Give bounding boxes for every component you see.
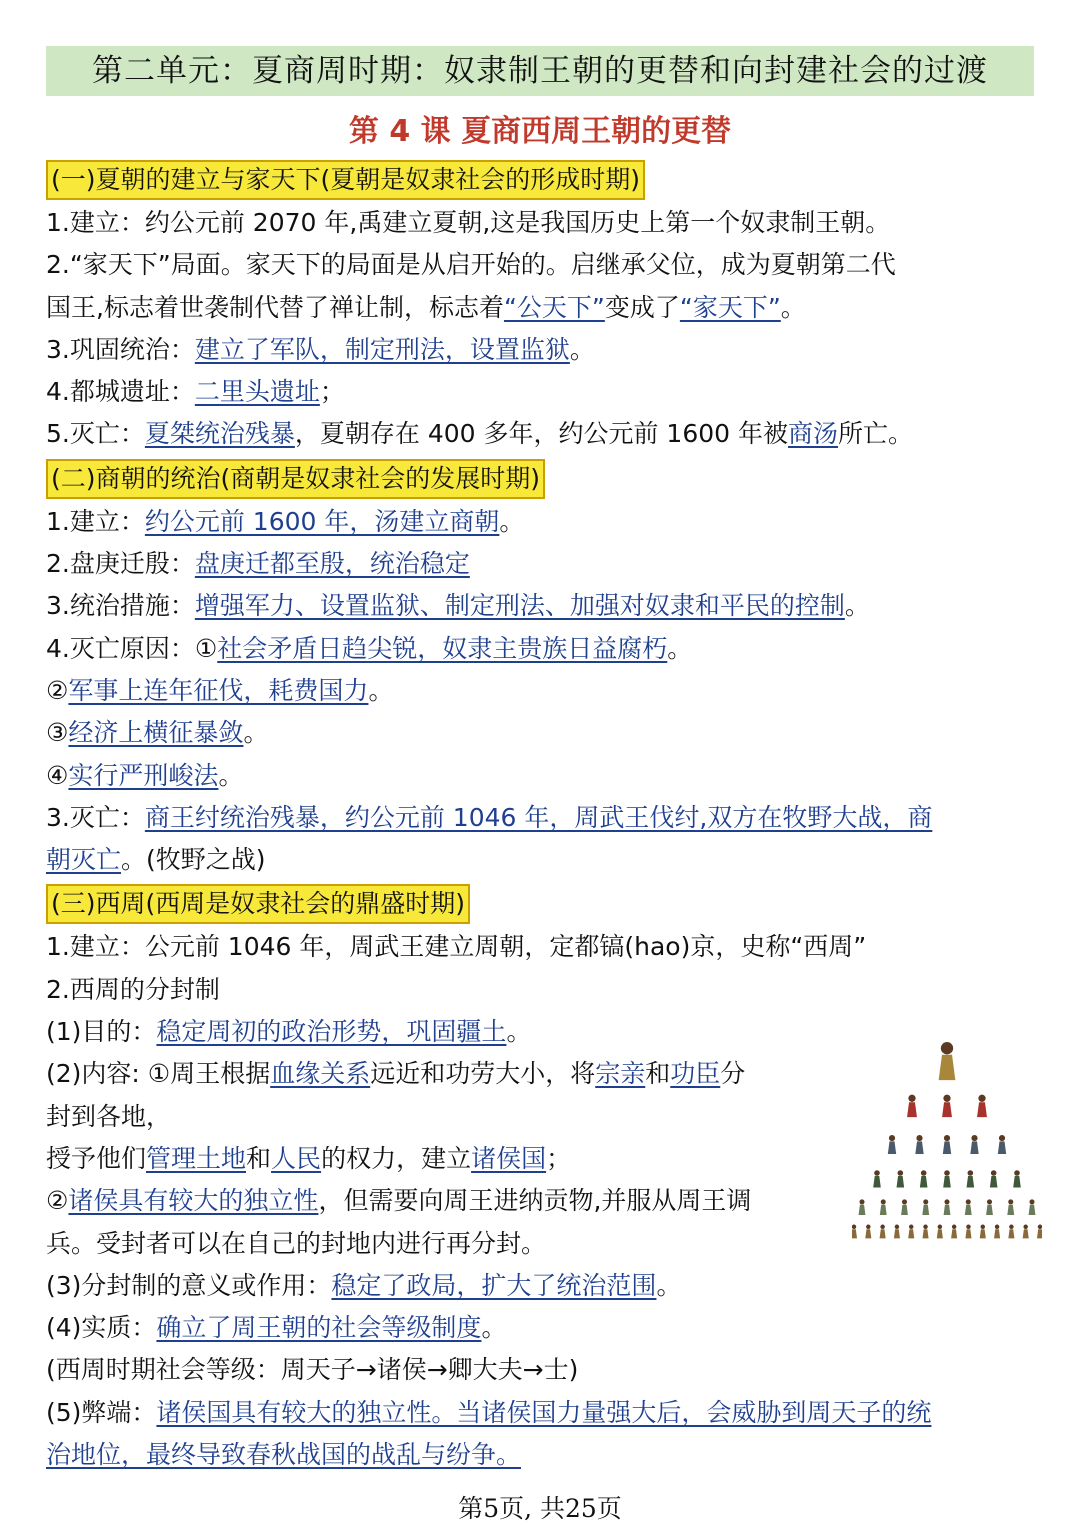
text-segment: 。 (667, 633, 693, 663)
pyramid-figure (970, 1135, 978, 1154)
pyramid-figure (922, 1225, 928, 1239)
lesson-title: 第 4 课 夏商西周王朝的更替 (348, 114, 732, 149)
key-point: 商王纣统治残暴，约公元前 1046 年，周武王伐纣,双方在牧野大战，商 (144, 802, 933, 832)
text-segment: 。 (368, 675, 394, 705)
key-point: “家天下” (679, 292, 781, 322)
pyramid-figure (943, 1135, 951, 1154)
pyramid-figure (880, 1199, 887, 1215)
pyramid-figure (944, 1199, 951, 1215)
text-segment: ② (46, 675, 69, 705)
pyramid-figure (908, 1225, 914, 1239)
pyramid-figure (922, 1199, 929, 1215)
text-line (46, 1307, 1036, 1349)
text-line (46, 712, 1036, 754)
text-line (46, 585, 1036, 627)
section-heading-row (46, 456, 1036, 501)
text-segment: (1)目的： (46, 1017, 157, 1047)
text-segment: 4.灭亡原因：① (46, 633, 218, 663)
key-point: 功臣 (670, 1059, 721, 1089)
pyramid-figure (901, 1199, 908, 1215)
pyramid-figure (986, 1199, 993, 1215)
key-point: 血缘关系 (270, 1059, 371, 1089)
pyramid-figure (977, 1095, 987, 1117)
text-segment: (2)内容: ①周王根据 (46, 1059, 271, 1089)
pyramid-figure (980, 1225, 986, 1239)
text-segment: 。 (506, 1017, 532, 1047)
text-segment: ； (546, 1143, 572, 1173)
text-line (46, 839, 1036, 881)
text-segment: 3.灭亡： (46, 802, 145, 832)
section-heading: (三)西周(西周是奴隶社会的鼎盛时期) (46, 884, 470, 924)
text-segment: 兵。受封者可以在自己的封地内进行再分封。 (46, 1228, 547, 1258)
pyramid-figure (865, 1225, 871, 1239)
text-segment: 封到各地， (46, 1101, 172, 1131)
text-segment: 和 (645, 1059, 671, 1089)
text-segment: ； (319, 377, 345, 407)
pyramid-figure (915, 1135, 923, 1154)
pyramid-figure (888, 1135, 896, 1154)
text-segment: 。(牧野之战) (121, 845, 266, 875)
text-segment: 国王,标志着世袭制代替了禅让制，标志着 (46, 292, 504, 322)
key-point: 军事上连年征伐，耗费国力 (68, 675, 369, 705)
pyramid-figure (1013, 1170, 1021, 1187)
key-point: 盘庚迁都至殷，统治稳定 (194, 549, 470, 579)
pyramid-figure (907, 1095, 917, 1117)
section-heading: (一)夏朝的建立与家天下(夏朝是奴隶社会的形成时期) (46, 160, 645, 200)
text-line (46, 1349, 1036, 1391)
text-segment: 3.巩固统治： (46, 334, 195, 364)
key-point: 建立了军队，制定刑法，设置监狱 (194, 334, 570, 364)
text-segment: ④ (46, 760, 69, 790)
text-line (46, 287, 1036, 329)
text-segment: 。 (569, 334, 595, 364)
text-line (46, 329, 1036, 371)
pyramid-figure (859, 1199, 866, 1215)
unit-title: 第二单元：夏商周时期：奴隶制王朝的更替和向封建社会的过渡 (46, 46, 1034, 96)
text-line (46, 755, 1036, 797)
pyramid-figure (894, 1225, 900, 1239)
pyramid-figure (951, 1225, 957, 1239)
text-segment: 。 (656, 1270, 682, 1300)
pyramid-figure (1007, 1199, 1014, 1215)
text-segment: 5.灭亡： (46, 419, 145, 449)
text-line (46, 371, 1036, 413)
text-segment: 。 (844, 591, 870, 621)
text-line (46, 628, 1036, 670)
key-point: “公天下” (503, 292, 605, 322)
key-point: 确立了周王朝的社会等级制度 (156, 1313, 482, 1343)
key-point: 诸侯国 (471, 1143, 547, 1173)
text-line (46, 926, 1036, 968)
text-segment: 远近和功劳大小，将 (370, 1059, 596, 1089)
text-segment: 。 (243, 718, 269, 748)
text-segment: ② (46, 1186, 69, 1216)
text-segment: ，夏朝存在 400 多年，约公元前 1600 年被 (294, 419, 789, 449)
text-segment: ，但需要向周王进纳贡物,并服从周王调 (318, 1186, 752, 1216)
pyramid-figure (1008, 1225, 1014, 1239)
text-segment: 1.建立： (46, 506, 145, 536)
pyramid-figure (965, 1199, 972, 1215)
pyramid-figure (852, 1225, 857, 1239)
social-hierarchy-pyramid-image (852, 1040, 1042, 1250)
pyramid-figure (873, 1170, 881, 1187)
text-segment: 。 (218, 760, 244, 790)
key-point: 实行严刑峻法 (68, 760, 219, 790)
key-point: 增强军力、设置监狱、制定刑法、加强对奴隶和平民的控制 (194, 591, 845, 621)
key-point: 约公元前 1600 年，汤建立商朝 (144, 506, 500, 536)
key-point: 稳定了政局，扩大了统治范围 (331, 1270, 657, 1300)
text-line (46, 1434, 1036, 1476)
text-segment: 和 (246, 1143, 272, 1173)
pyramid-figure (1023, 1225, 1029, 1239)
text-segment: 。 (499, 506, 525, 536)
key-point: 管理土地 (146, 1143, 247, 1173)
key-point: 商汤 (788, 419, 839, 449)
text-line (46, 543, 1036, 585)
text-segment: (3)分封制的意义或作用： (46, 1270, 332, 1300)
pyramid-figure (998, 1135, 1006, 1154)
text-segment: (西周时期社会等级：周天子→诸侯→卿大夫→士) (46, 1355, 579, 1385)
pyramid-figure (937, 1225, 943, 1239)
text-segment: 2.西周的分封制 (46, 974, 220, 1004)
text-line (46, 413, 1036, 455)
text-line (46, 501, 1036, 543)
text-line (46, 797, 1036, 839)
key-point: 诸侯具有较大的独立性 (68, 1186, 319, 1216)
text-segment: 。 (481, 1313, 507, 1343)
text-segment: 2.“家天下”局面。家天下的局面是从启开始的。启继承父位，成为夏朝第二代 (46, 250, 896, 280)
text-segment: 变成了 (604, 292, 680, 322)
text-line (46, 1392, 1036, 1434)
text-segment: 4.都城遗址： (46, 377, 195, 407)
pyramid-figure (1037, 1225, 1042, 1239)
key-point: 稳定周初的政治形势，巩固疆土 (156, 1017, 507, 1047)
pyramid-figure (994, 1225, 1000, 1239)
key-point: 人民 (271, 1143, 322, 1173)
section-heading-row (46, 157, 1036, 202)
pyramid-figure (942, 1095, 952, 1117)
text-line (46, 244, 1036, 286)
key-point: 社会矛盾日趋尖锐，奴隶主贵族日益腐朽 (217, 633, 668, 663)
text-segment: (4)实质： (46, 1313, 157, 1343)
pyramid-figure (1029, 1199, 1036, 1215)
text-line (46, 1265, 1036, 1307)
text-segment: 1.建立：公元前 1046 年，周武王建立周朝，定都镐(hao)京，史称“西周” (46, 932, 867, 962)
text-segment: 授予他们 (46, 1143, 147, 1173)
key-point: 夏桀统治残暴 (144, 419, 295, 449)
key-point: 经济上横征暴敛 (68, 718, 244, 748)
key-point: 诸侯国具有较大的独立性。当诸侯国力量强大后，会威胁到周天子的统 (156, 1397, 932, 1427)
key-point: 宗亲 (595, 1059, 646, 1089)
section-heading-row (46, 881, 1036, 926)
pyramid-figure (943, 1170, 951, 1187)
key-point: 治地位，最终导致春秋战国的战乱与纷争。 (46, 1440, 522, 1470)
pyramid-figure (920, 1170, 928, 1187)
text-segment: 所亡。 (838, 419, 914, 449)
key-point: 二里头遗址 (194, 377, 320, 407)
text-segment: ③ (46, 718, 69, 748)
pyramid-figure (965, 1225, 971, 1239)
text-line (46, 670, 1036, 712)
page-footer: 第5页, 共25页 (458, 1494, 622, 1523)
text-line (46, 202, 1036, 244)
text-segment: 2.盘庚迁殷： (46, 549, 195, 579)
text-segment: 的权力，建立 (321, 1143, 472, 1173)
text-segment: 分 (720, 1059, 746, 1089)
text-segment: (5)弊端： (46, 1397, 157, 1427)
section-heading: (二)商朝的统治(商朝是奴隶社会的发展时期) (46, 459, 545, 499)
text-line (46, 969, 1036, 1011)
text-segment: 3.统治措施： (46, 591, 195, 621)
pyramid-figure (939, 1042, 956, 1080)
pyramid-figure (990, 1170, 998, 1187)
key-point: 朝灭亡 (46, 845, 122, 875)
pyramid-figure (897, 1170, 905, 1187)
lesson-content (46, 157, 1036, 1476)
pyramid-figure (967, 1170, 975, 1187)
text-segment: 。 (780, 292, 806, 322)
pyramid-figure (880, 1225, 886, 1239)
text-segment: 1.建立：约公元前 2070 年,禹建立夏朝,这是我国历史上第一个奴隶制王朝。 (46, 208, 891, 237)
